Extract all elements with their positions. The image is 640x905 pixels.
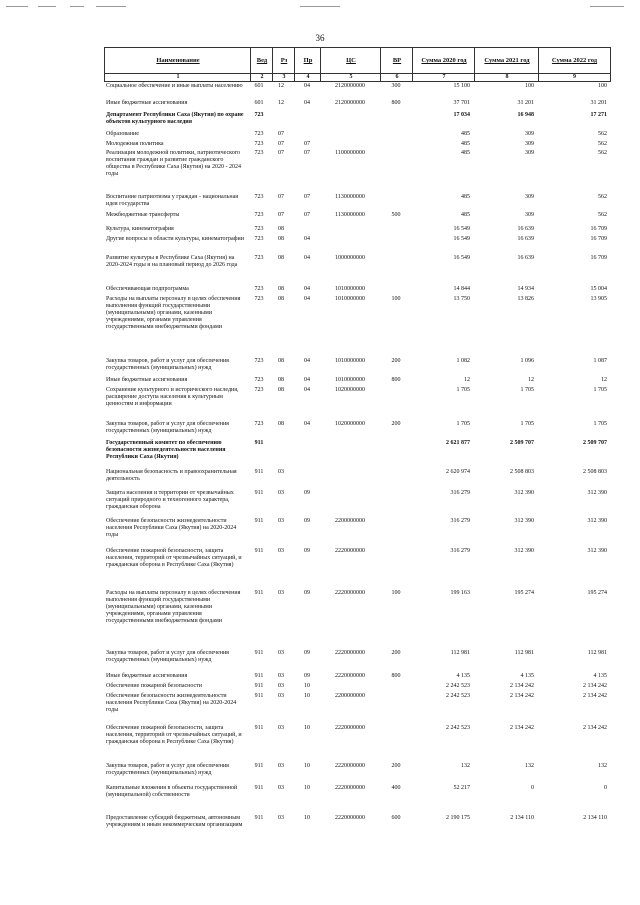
cell-ved: 723: [254, 212, 264, 218]
cell-rz: 08: [278, 387, 284, 393]
cell-pr: 10: [304, 763, 310, 769]
cell-s2021: 100: [525, 83, 534, 89]
cell-s2022: 562: [598, 212, 607, 218]
cell-cs: 1020000000: [335, 387, 365, 393]
cell-pr: 04: [304, 255, 310, 261]
cell-name: Обеспечение безопасности жизнедеятельности населения Республики Саха (Якутия) на 2020-2024 годы: [106, 518, 237, 538]
cell-s2020: 316 279: [450, 548, 470, 554]
cell-vr: 300: [391, 83, 401, 89]
column-divider: [380, 47, 381, 82]
cell-s2021: 309: [525, 194, 534, 200]
cell-s2022: 16 709: [590, 255, 607, 261]
cell-pr: 10: [304, 683, 310, 689]
cell-name: Обеспечение пожарной безопасности, защита населения, территорий от чрезвычайных ситуаций, и гражданская оборона в Республике Саха (Якутия): [106, 725, 242, 745]
cell-rz: 08: [278, 226, 284, 232]
cell-s2022: 1 705: [593, 421, 607, 427]
cell-s2020: 485: [461, 150, 470, 156]
cell-ved: 911: [254, 683, 264, 689]
column-divider: [538, 47, 539, 82]
cell-vr: 100: [391, 590, 401, 596]
cell-vr: 200: [391, 650, 401, 656]
cell-name: Защита населения и территории от чрезвычайных ситуаций природного и техногенного характера, гражданская оборона: [106, 490, 234, 510]
cell-name: Другие вопросы в области культуры, кинематографии: [106, 236, 244, 242]
cell-ved: 911: [254, 518, 264, 524]
col-number: 7: [442, 74, 446, 80]
header-vr: ВР: [392, 57, 402, 64]
cell-name: Развитие культуры в Республике Саха (Якутия) на 2020-2024 годы и на плановый период до 2026 года: [106, 255, 238, 268]
cell-cs: 1010000000: [335, 296, 365, 302]
cell-ved: 723: [254, 377, 264, 383]
cell-rz: 03: [278, 725, 284, 731]
cell-pr: 04: [304, 236, 310, 242]
cell-rz: 03: [278, 469, 284, 475]
cell-name: Социальное обеспечение и иные выплаты населению: [106, 83, 243, 89]
cell-pr: 10: [304, 785, 310, 791]
cell-s2022: 17 271: [590, 112, 607, 118]
cell-ved: 723: [254, 141, 264, 147]
cell-s2021: 195 274: [514, 590, 534, 596]
cell-name: Иные бюджетные ассигнования: [106, 673, 188, 679]
cell-s2022: 562: [598, 141, 607, 147]
cell-s2021: 309: [525, 150, 534, 156]
cell-s2020: 485: [461, 141, 470, 147]
col-number: 9: [573, 74, 576, 80]
cell-cs: 2120000000: [335, 100, 365, 106]
header-pr: Пр: [303, 57, 313, 64]
cell-ved: 911: [254, 673, 264, 679]
cell-ved: 723: [254, 286, 264, 292]
cell-name: Обеспечение пожарной безопасности, защита населения, территорий от чрезвычайных ситуаций, и гражданская оборона в Республике Саха (Якутия): [106, 548, 242, 568]
cell-vr: 200: [391, 358, 401, 364]
cell-pr: 09: [304, 548, 310, 554]
cell-name: Расходы на выплаты персоналу в целях обеспечения выполнения функций государственными (муниципальными) органами, казенными учреждениями, органами управления государственными внебюджетными фондами: [106, 590, 241, 624]
col-number: 4: [306, 74, 310, 80]
cell-s2020: 1 705: [456, 387, 470, 393]
cell-rz: 03: [278, 785, 284, 791]
column-divider: [474, 47, 475, 82]
col-number: 6: [395, 74, 399, 80]
cell-s2021: 309: [525, 141, 534, 147]
cell-ved: 911: [254, 693, 264, 699]
cell-name: Департамент Республики Саха (Якутия) по охране объектов культурного наследия: [106, 112, 244, 125]
cell-name: Межбюджетные трансферты: [106, 212, 180, 218]
cell-ved: 911: [254, 490, 264, 496]
cell-cs: 2200000000: [335, 693, 365, 699]
cell-s2020: 17 034: [453, 112, 470, 118]
column-divider: [272, 47, 273, 82]
cell-vr: 600: [391, 815, 401, 821]
cell-cs: 1010000000: [335, 377, 365, 383]
cell-rz: 07: [278, 150, 284, 156]
cell-s2020: 2 621 877: [446, 440, 470, 446]
column-number-row: [104, 73, 611, 82]
cell-rz: 07: [278, 194, 284, 200]
cell-rz: 12: [278, 83, 284, 89]
cell-s2020: 1 082: [456, 358, 470, 364]
header-rz: Рз: [280, 57, 288, 64]
cell-ved: 723: [254, 387, 264, 393]
cell-s2020: 2 620 974: [446, 469, 470, 475]
cell-ved: 723: [254, 236, 264, 242]
cell-cs: 2120000000: [335, 83, 365, 89]
cell-name: Предоставление субсидий бюджетным, автономным учреждениям и иным некоммерческим организациям: [106, 815, 243, 828]
cell-s2020: 485: [461, 131, 470, 137]
page-number: 36: [315, 33, 325, 43]
cell-pr: 10: [304, 815, 310, 821]
cell-s2020: 2 242 523: [446, 683, 470, 689]
cell-name: Образование: [106, 131, 139, 137]
cell-rz: 08: [278, 286, 284, 292]
cell-name: Закупка товаров, работ и услуг для обеспечения государственных (муниципальных) нужд: [106, 421, 229, 434]
cell-pr: 09: [304, 650, 310, 656]
col-number: 8: [505, 74, 509, 80]
cell-name: Капитальные вложения в объекты государственной (муниципальной) собственности: [106, 785, 238, 798]
cell-s2021: 14 934: [517, 286, 534, 292]
cell-s2022: 2 134 242: [583, 725, 607, 731]
cell-name: Национальная безопасность и правоохранительная деятельность: [106, 469, 237, 482]
cell-s2021: 309: [525, 212, 534, 218]
col-number: 3: [282, 74, 286, 80]
cell-rz: 03: [278, 673, 284, 679]
cell-s2020: 2 242 523: [446, 693, 470, 699]
cell-pr: 04: [304, 296, 310, 302]
cell-s2020: 37 701: [453, 100, 470, 106]
cell-s2021: 16 639: [517, 226, 534, 232]
cell-rz: 08: [278, 255, 284, 261]
cell-cs: 2220000000: [335, 548, 365, 554]
cell-rz: 08: [278, 377, 284, 383]
cell-s2022: 312 390: [587, 518, 607, 524]
cell-rz: 08: [278, 296, 284, 302]
cell-vr: 800: [391, 377, 401, 383]
cell-name: Воспитание патриотизма у граждан - национальная идея государства: [106, 194, 239, 207]
cell-cs: 1020000000: [335, 421, 365, 427]
cell-s2020: 132: [461, 763, 470, 769]
cell-s2020: 16 549: [453, 226, 470, 232]
cell-s2020: 1 705: [456, 421, 470, 427]
cell-name: Расходы на выплаты персоналу в целях обеспечения выполнения функций государственными (муниципальными) органами, казенными учреждениями, органами управления государственными внебюджетными фондами: [106, 296, 241, 330]
cell-s2022: 1 087: [593, 358, 607, 364]
cell-pr: 04: [304, 100, 310, 106]
cell-vr: 200: [391, 421, 401, 427]
header-sum-2020: Сумма 2020 год: [421, 57, 467, 64]
cell-s2021: 2 134 242: [510, 725, 534, 731]
cell-rz: 03: [278, 548, 284, 554]
cell-cs: 2200000000: [335, 518, 365, 524]
cell-rz: 08: [278, 358, 284, 364]
cell-ved: 601: [254, 83, 264, 89]
cell-s2022: 13 905: [590, 296, 607, 302]
cell-ved: 911: [254, 440, 264, 446]
header-sum-2022: Сумма 2022 год: [551, 57, 598, 64]
cell-s2021: 312 390: [514, 490, 534, 496]
cell-ved: 911: [254, 785, 264, 791]
cell-s2022: 562: [598, 150, 607, 156]
cell-s2020: 316 279: [450, 518, 470, 524]
cell-cs: 2220000000: [335, 725, 365, 731]
cell-s2021: 16 639: [517, 255, 534, 261]
table-header: [104, 47, 611, 74]
cell-rz: 07: [278, 141, 284, 147]
cell-ved: 723: [254, 112, 264, 118]
cell-rz: 03: [278, 490, 284, 496]
cell-s2020: 485: [461, 212, 470, 218]
cell-s2021: 1 096: [520, 358, 534, 364]
cell-s2020: 199 163: [450, 590, 470, 596]
cell-pr: 09: [304, 673, 310, 679]
cell-s2021: 16 639: [517, 236, 534, 242]
cell-ved: 723: [254, 255, 264, 261]
cell-pr: 04: [304, 377, 310, 383]
cell-s2021: 2 134 242: [510, 683, 534, 689]
col-number: 2: [260, 74, 264, 80]
cell-s2022: 312 390: [587, 548, 607, 554]
cell-s2021: 2 509 707: [510, 440, 534, 446]
cell-ved: 911: [254, 725, 264, 731]
cell-pr: 07: [304, 141, 310, 147]
cell-name: Государственный комитет по обеспечению безопасности жизнедеятельности населения Республики Саха (Якутия): [106, 440, 226, 460]
cell-pr: 04: [304, 358, 310, 364]
cell-cs: 1010000000: [335, 286, 365, 292]
cell-s2020: 485: [461, 194, 470, 200]
cell-s2021: 13 826: [517, 296, 534, 302]
cell-s2020: 16 549: [453, 236, 470, 242]
cell-pr: 09: [304, 590, 310, 596]
header-name: Наименование: [156, 57, 200, 64]
cell-name: Молодежная политика: [106, 141, 164, 147]
column-divider: [250, 47, 251, 82]
cell-s2020: 112 981: [450, 650, 470, 656]
cell-s2022: 195 274: [587, 590, 607, 596]
cell-s2021: 309: [525, 131, 534, 137]
cell-s2022: 2 134 242: [583, 683, 607, 689]
cell-s2020: 13 750: [453, 296, 470, 302]
cell-vr: 500: [391, 212, 401, 218]
cell-name: Закупка товаров, работ и услуг для обеспечения государственных (муниципальных) нужд: [106, 358, 229, 371]
cell-s2021: 31 201: [517, 100, 534, 106]
cell-rz: 07: [278, 212, 284, 218]
cell-s2020: 52 217: [453, 785, 470, 791]
cell-s2020: 14 844: [453, 286, 470, 292]
cell-s2022: 2 509 707: [583, 440, 607, 446]
cell-rz: 03: [278, 763, 284, 769]
cell-vr: 800: [391, 100, 401, 106]
cell-ved: 911: [254, 590, 264, 596]
cell-s2022: 2 134 110: [583, 815, 607, 821]
cell-pr: 07: [304, 194, 310, 200]
cell-cs: 1010000000: [335, 358, 365, 364]
cell-pr: 04: [304, 286, 310, 292]
cell-vr: 200: [391, 763, 401, 769]
cell-name: Обеспечение пожарной безопасности: [106, 683, 203, 689]
cell-pr: 04: [304, 387, 310, 393]
cell-rz: 03: [278, 590, 284, 596]
cell-s2020: 2 190 175: [446, 815, 470, 821]
cell-rz: 08: [278, 421, 284, 427]
cell-s2022: 16 709: [590, 236, 607, 242]
cell-s2021: 132: [525, 763, 534, 769]
cell-s2021: 312 390: [514, 518, 534, 524]
cell-cs: 2220000000: [335, 673, 365, 679]
cell-pr: 10: [304, 693, 310, 699]
cell-name: Иные бюджетные ассигнования: [106, 377, 188, 383]
cell-s2022: 12: [601, 377, 607, 383]
cell-name: Закупка товаров, работ и услуг для обеспечения государственных (муниципальных) нужд: [106, 650, 229, 663]
cell-pr: 07: [304, 150, 310, 156]
cell-s2021: 12: [528, 377, 534, 383]
cell-vr: 400: [391, 785, 401, 791]
cell-ved: 911: [254, 650, 264, 656]
cell-s2021: 1 705: [520, 421, 534, 427]
cell-s2022: 4 135: [593, 673, 607, 679]
cell-ved: 911: [254, 548, 264, 554]
cell-s2020: 316 279: [450, 490, 470, 496]
cell-cs: 2220000000: [335, 650, 365, 656]
header-cs: ЦС: [346, 57, 356, 64]
column-divider: [320, 47, 321, 82]
cell-s2022: 2 134 242: [583, 693, 607, 699]
cell-pr: 04: [304, 83, 310, 89]
cell-s2022: 312 390: [587, 490, 607, 496]
cell-s2022: 562: [598, 194, 607, 200]
cell-ved: 723: [254, 296, 264, 302]
cell-ved: 723: [254, 421, 264, 427]
cell-s2022: 100: [598, 83, 607, 89]
cell-cs: 1000000000: [335, 255, 365, 261]
cell-name: Культура, кинематография: [106, 226, 174, 232]
cell-name: Иные бюджетные ассигнования: [106, 100, 188, 106]
cell-s2020: 4 135: [456, 673, 470, 679]
cell-ved: 601: [254, 100, 264, 106]
cell-name: Обеспечение безопасности жизнедеятельности населения Республики Саха (Якутия) на 2020-2024 годы: [106, 693, 237, 713]
cell-ved: 911: [254, 469, 264, 475]
cell-ved: 723: [254, 194, 264, 200]
scan-edge-marks: [0, 6, 640, 10]
cell-s2022: 562: [598, 131, 607, 137]
cell-cs: 1130000000: [335, 212, 365, 218]
cell-s2022: 132: [598, 763, 607, 769]
cell-s2021: 2 134 110: [510, 815, 534, 821]
cell-ved: 723: [254, 150, 264, 156]
cell-s2021: 1 705: [520, 387, 534, 393]
cell-s2021: 2 134 242: [510, 693, 534, 699]
cell-pr: 09: [304, 518, 310, 524]
cell-rz: 03: [278, 518, 284, 524]
cell-rz: 03: [278, 650, 284, 656]
cell-pr: 10: [304, 725, 310, 731]
cell-s2020: 12: [464, 377, 470, 383]
cell-s2022: 1 705: [593, 387, 607, 393]
cell-cs: 2220000000: [335, 763, 365, 769]
col-number: 1: [176, 74, 180, 80]
cell-s2022: 31 201: [590, 100, 607, 106]
cell-s2022: 2 508 803: [583, 469, 607, 475]
cell-pr: 04: [304, 421, 310, 427]
cell-cs: 1130000000: [335, 194, 365, 200]
cell-vr: 100: [391, 296, 401, 302]
cell-ved: 723: [254, 226, 264, 232]
cell-ved: 911: [254, 815, 264, 821]
cell-rz: 08: [278, 236, 284, 242]
cell-s2021: 112 981: [514, 650, 534, 656]
cell-cs: 2220000000: [335, 785, 365, 791]
cell-cs: 2220000000: [335, 590, 365, 596]
cell-ved: 723: [254, 131, 264, 137]
cell-s2022: 112 981: [587, 650, 607, 656]
cell-pr: 09: [304, 490, 310, 496]
col-number: 5: [349, 74, 353, 80]
header-ved: Вед: [256, 57, 268, 64]
header-sum-2021: Сумма 2021 год: [484, 57, 530, 64]
cell-name: Закупка товаров, работ и услуг для обеспечения государственных (муниципальных) нужд: [106, 763, 229, 776]
cell-cs: 2220000000: [335, 815, 365, 821]
cell-s2021: 4 135: [520, 673, 534, 679]
cell-s2021: 0: [531, 785, 534, 791]
cell-s2021: 312 390: [514, 548, 534, 554]
cell-ved: 723: [254, 358, 264, 364]
cell-s2021: 2 508 803: [510, 469, 534, 475]
cell-vr: 800: [391, 673, 401, 679]
cell-pr: 07: [304, 212, 310, 218]
cell-cs: 1100000000: [335, 150, 365, 156]
cell-ved: 911: [254, 763, 264, 769]
cell-name: Сохранение культурного и исторического наследия, расширение доступа населения к культурным ценностям и информации: [106, 387, 239, 407]
cell-s2020: 15 100: [453, 83, 470, 89]
cell-s2022: 15 004: [590, 286, 607, 292]
cell-name: Реализация молодежной политики, патриотического воспитания граждан и развитие гражданского общества в Республике Саха (Якутия) на 2020 - 2024 годы: [106, 150, 241, 177]
cell-rz: 03: [278, 693, 284, 699]
cell-name: Обеспечивающая подпрограмма: [106, 286, 189, 292]
cell-s2020: 2 242 523: [446, 725, 470, 731]
cell-rz: 03: [278, 815, 284, 821]
cell-rz: 12: [278, 100, 284, 106]
cell-rz: 07: [278, 131, 284, 137]
cell-s2021: 16 948: [517, 112, 534, 118]
cell-s2020: 16 549: [453, 255, 470, 261]
cell-s2022: 0: [604, 785, 607, 791]
cell-s2022: 16 709: [590, 226, 607, 232]
column-divider: [294, 47, 295, 82]
column-divider: [412, 47, 413, 82]
cell-rz: 03: [278, 683, 284, 689]
